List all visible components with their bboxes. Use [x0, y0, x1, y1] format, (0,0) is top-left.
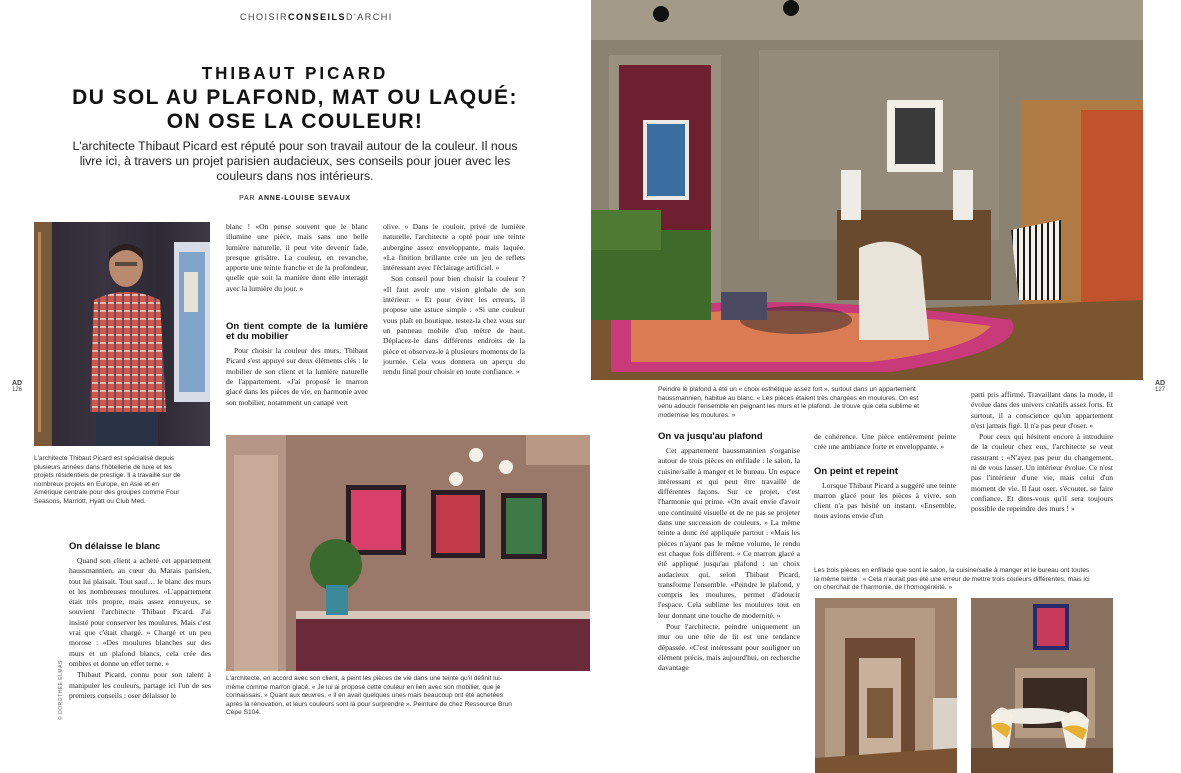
col4-paragraph-1: Cet appartement haussmannien s'organise autour de trois pièces en enfilade : le salon, la cuisine/salle à manger et le bureau. Un espace intéressant et qui peut être travaillé de différentes façons. Sur ce projet, c'est l'harmonie qui prime. «On avait envie d'avoir une continuité visuelle et de ne pas se projeter dans une succession de couleurs. » La même teinte a donc été appliquée partout : «Mais les pièces n'ayant pas le même volume, le rendu est chaque fois différent. » Ce marron glacé a été appliqué jusqu'au plafond : un choix audacieux qui, selon Thibaut Picard, transforme l'ensemble. «Peindre le plafond, y compris les moulures, permet d'adoucir l'espace. Cela sublime les moulures tout en leur donnant une touche de modernité. »: [658, 446, 800, 620]
kitchen-illustration: [226, 435, 590, 671]
section-rubric: [240, 12, 393, 22]
col1-paragraph-1: Quand son client a acheté cet appartement haussmannien, au cœur du Marais parisien, tout lui plaisait. Tout sauf… le blanc des murs et les nombreuses moulures. «L'appartement était très propre, mais assez ennuyeux, se souvient l'architecte Thibaut Picard. J'ai insisté pour conserver les moulures. Mais c'est vrai que c'était chargé. » Chargé et un peu morose : «Des moulures blanches sur des murs et un plafond blancs, cela crée des ombres et donne un effet terne. »: [69, 556, 211, 668]
salon-caption: Peindre le plafond a été un « choix esthétique assez fort », surtout dans un appartement haussmannien, habitué au blanc. « Les pièces étaient très chargées en moulures. On est venu adoucir l'ensemble en peignant les murs et le plafond. Je trouve que cela sublime et modernise les moulures. »: [658, 386, 920, 419]
column-3: [383, 222, 525, 378]
rubric-part-2: CONSEILS: [288, 12, 347, 22]
enfilade-caption: Les trois pièces en enfilade que sont le salon, la cuisine/salle à manger et le bureau ont toutes la même teinte : « Cela n'aurait pas été une erreur de mettre trois couleurs différentes, mais ici on cherchait de l'harmonie, de l'homogénéité. »: [814, 567, 1090, 592]
byline-prefix: PAR: [239, 195, 256, 202]
folio-logo-left: AD: [12, 380, 23, 387]
subhead-peint-repeint: On peint et repeint: [814, 465, 898, 477]
subhead-delaisse-blanc: On délaisse le blanc: [69, 541, 161, 552]
byline-name: ANNE-LOUISE SEVAUX: [258, 195, 351, 202]
column-4: [658, 432, 800, 675]
column-1: [69, 536, 211, 702]
article-lede: L'architecte Thibaut Picard est réputé pour son travail autour de la couleur. Il nous livre ici, à travers un projet parisien audacieux, ses conseils pour jouer avec les couleurs dans nos intérieurs.: [72, 139, 518, 183]
portrait-photo: [34, 222, 210, 446]
col2-paragraph-1: blanc ! «On pense souvent que le blanc illumine une pièce, mais sans une belle lumière naturelle, il peut vite devenir fade, presque grisâtre. La couleur, en revanche, apporte une teinte franche et de la profondeur, quelle que soit la manière dont elle interagit avec la lumière du jour. »: [226, 222, 368, 293]
byline: [0, 195, 590, 202]
column-2: [226, 222, 368, 409]
col1-paragraph-2: Thibaut Picard, connu pour son talent à manipuler les couleurs, partage ici l'un de ses premiers conseils : oser délaisser le: [69, 670, 211, 700]
article-headline: [60, 86, 530, 134]
portrait-illustration: [34, 222, 210, 446]
kitchen-caption: L'architecte, en accord avec son client, a peint les pièces de vie dans une teinte qu'il définit lui-même comme marron glacé. « Je lui ai proposé cette couleur en lien avec son mobilier, que je connaissais. » Quant aux œuvres, « il en avait quelques unes mais beaucoup ont été achetées après la rénovation, et leurs couleurs sont là pour surprendre ». Peinture de chez Ressource Brun Cèpe S104.: [226, 675, 512, 717]
salon-illustration: [591, 0, 1143, 380]
enfilade-illustration-1: [815, 598, 957, 773]
folio-number-right: 127: [1155, 387, 1166, 393]
column-5: [814, 432, 956, 523]
col3-paragraph-1: olive. » Dans le couloir, privé de lumière naturelle, l'architecte a opté pour une teinte aubergine assez enveloppante, mais laquée. «La finition brillante crée un jeu de reflets intéressant avec l'éclairage artificiel. »: [383, 222, 525, 273]
folio-logo-right: AD: [1155, 380, 1166, 387]
folio-right: [1155, 380, 1165, 393]
article-author: THIBAUT PICARD: [201, 63, 389, 84]
kitchen-photo: [226, 435, 590, 671]
subhead-plafond: On va jusqu'au plafond: [658, 431, 763, 442]
col5-paragraph-1: de cohérence. Une pièce entièrement peinte crée une ambiance forte et enveloppante. »: [814, 432, 956, 452]
enfilade-illustration-2: [971, 598, 1113, 773]
column-6: [971, 390, 1113, 516]
headline-line-2: ON OSE LA COULEUR!: [166, 110, 424, 133]
folio-number-left: 126: [12, 387, 23, 393]
headline-line-1: DU SOL AU PLAFOND, MAT OU LAQUÉ:: [72, 86, 518, 109]
rubric-part-3: D'ARCHI: [346, 12, 393, 22]
photo-credit: © DOROTHÉE ELMAS: [58, 660, 64, 720]
col3-paragraph-2: Son conseil pour bien choisir la couleur ? «Il faut avoir une vision globale de son intérieur. » Et pour éviter les erreurs, il propose une astuce simple : «Si une couleur vous plaît en boutique, testez-la chez vous sur un panneau mobile d'un mètre de haut. Déplacez-le dans différents endroits de la pièce et observez-le à plusieurs moments de la journée. Cela vous donnera un aperçu du rendu final pour choisir en toute confiance. »: [383, 274, 525, 377]
enfilade-photo-1: [815, 598, 957, 773]
col5-paragraph-2: Lorsque Thibaut Picard a suggéré une teinte marron glacé pour les pièces à vivre, son client n'a pas hésité un instant. «Ensemble, nous avions envie d'un: [814, 480, 956, 521]
enfilade-photo-2: [971, 598, 1113, 773]
col6-paragraph-2: Pour ceux qui hésitent encore à introduire de la couleur chez eux, l'architecte se veut rassurant : «N'ayez pas peur du changement, ni de vous lasser. Un intérieur évolue. Ce n'est pas l'intérieur d'une vie, mais celui d'un moment de vie. Il faut oser, s'écouter, se faire confiance. Et dites-vous qu'il sera toujours possible de repeindre des murs ! »: [971, 432, 1113, 514]
salon-photo: [591, 0, 1143, 380]
col6-paragraph-1: parti pris affirmé. Travaillant dans la mode, il évolue dans des univers créatifs assez forts. Et surtout, il a conscience qu'un appartement n'est jamais figé. Il n'a pas peur d'oser. »: [971, 390, 1113, 430]
subhead-lumiere-mobilier: On tient compte de la lumière et du mobilier: [226, 321, 368, 343]
portrait-caption: L'architecte Thibaut Picard est spécialisé depuis plusieurs années dans l'hôtellerie de luxe et les projets résidentiels de prestige. Il a travaillé sur de nombreux projets en Europe, en Asie et en Amérique centrale pour des groupes comme Four Seasons, Marriott, Hyatt ou Club Med.: [34, 455, 181, 505]
rubric-part-1: CHOISIR: [240, 12, 289, 22]
col4-paragraph-2: Pour l'architecte, peindre uniquement un mur ou une tête de lit est une tendance dépassée. «C'est intéressant pour souligner un élément précis, mais aujourd'hui, on recherche davantage: [658, 622, 800, 673]
folio-left: [12, 380, 22, 393]
col2-paragraph-2: Pour choisir la couleur des murs, Thibaut Picard s'est appuyé sur deux éléments clés : le mobilier de son client et la lumière naturelle de l'appartement. «J'ai proposé le marron glacé dans les pièces de vie, en harmonie avec son mobilier, notamment un canapé vert: [226, 346, 368, 407]
